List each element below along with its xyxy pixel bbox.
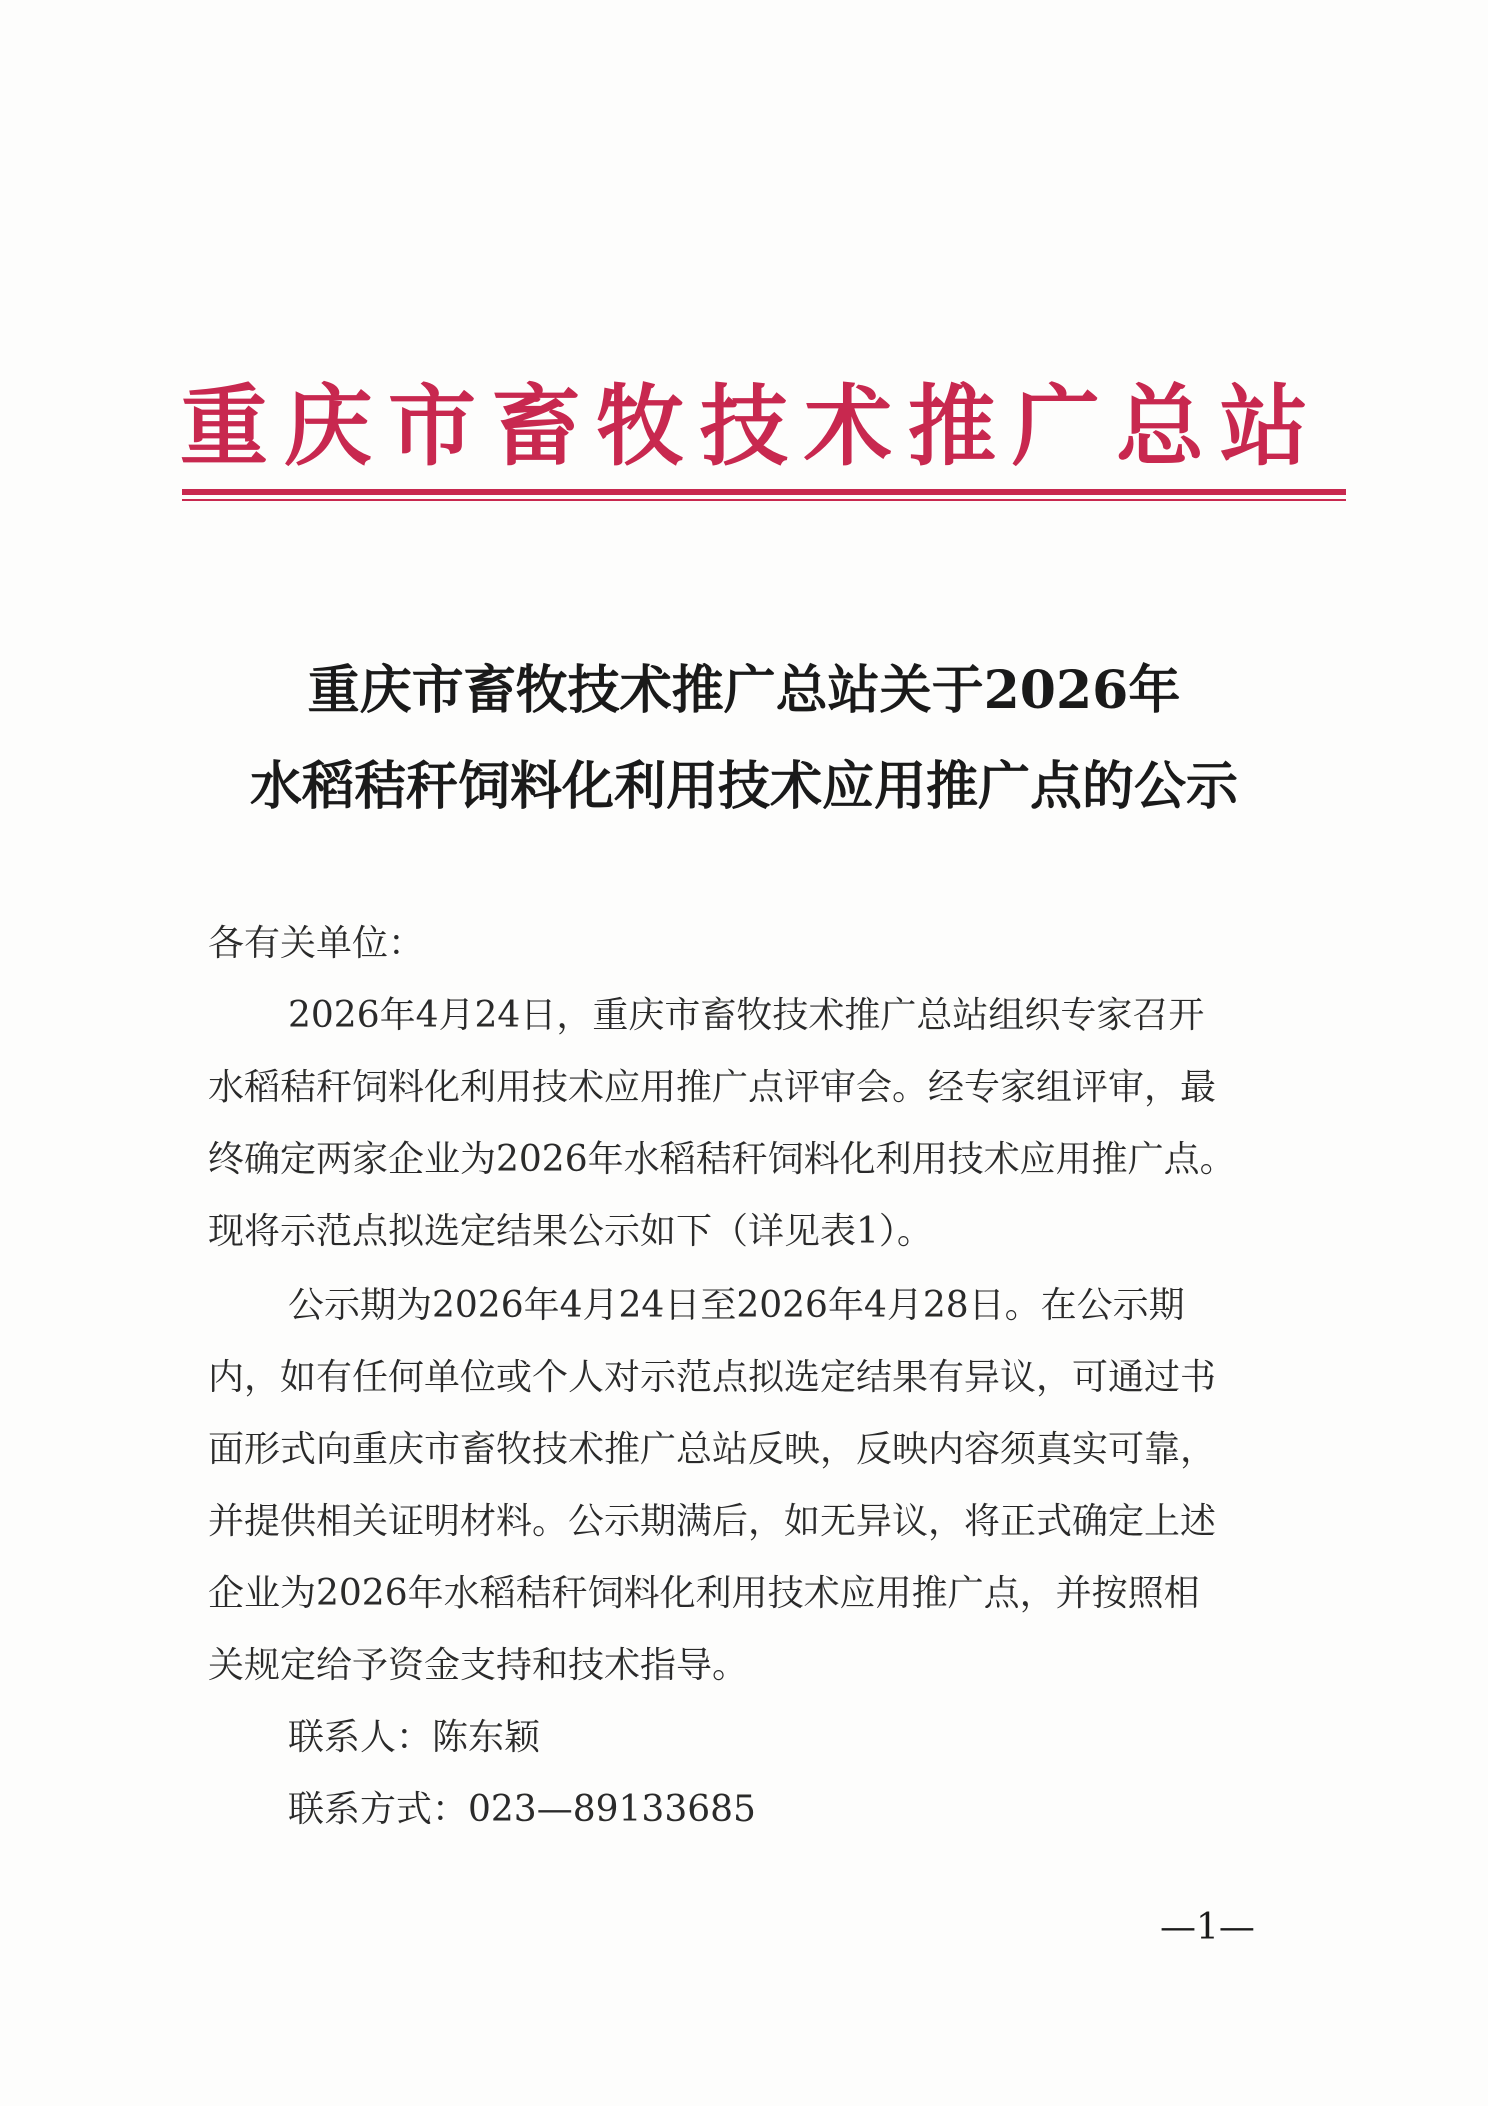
paragraph-2-line: 面形式向重庆市畜牧技术推广总站反映，反映内容须真实可靠， [208, 1429, 1217, 1470]
paragraph-2-line: 关规定给予资金支持和技术指导。 [208, 1645, 749, 1686]
letterhead-divider-thick [182, 489, 1346, 495]
paragraph-2-line: 并提供相关证明材料。公示期满后，如无异议，将正式确定上述 [208, 1501, 1217, 1542]
paragraph-2-line: 企业为2026年水稻秸秆饲料化利用技术应用推广点，并按照相 [208, 1573, 1200, 1614]
paragraph-1-line: 水稻秸秆饲料化利用技术应用推广点评审会。经专家组评审，最 [208, 1067, 1217, 1108]
letterhead-char: 总 [1115, 375, 1204, 478]
salutation: 各有关单位： [208, 923, 425, 964]
letterhead-char: 站 [1219, 375, 1308, 478]
document-title-line-2: 水稻秸秆饲料化利用技术应用推广点的公示 [249, 756, 1238, 817]
paragraph-1-line: 2026年4月24日，重庆市畜牧技术推广总站组织专家召开 [288, 995, 1205, 1036]
paragraph-2-line: 公示期为2026年4月24日至2026年4月28日。在公示期 [288, 1285, 1185, 1326]
page-number: —1— [1160, 1907, 1255, 1948]
contact-person: 联系人：陈东颖 [288, 1717, 541, 1758]
paragraph-1-line: 现将示范点拟选定结果公示如下（详见表1）。 [208, 1211, 933, 1252]
letterhead-org-name [180, 372, 1308, 482]
letterhead-char: 重 [180, 375, 269, 478]
letterhead-char: 市 [387, 375, 476, 478]
document-title-line-1: 重庆市畜牧技术推广总站关于2026年 [307, 660, 1181, 721]
letterhead-char: 广 [1011, 375, 1100, 478]
letterhead-char: 术 [803, 375, 892, 478]
letterhead-char: 庆 [283, 375, 372, 478]
letterhead-char: 畜 [491, 375, 580, 478]
paragraph-1-line: 终确定两家企业为2026年水稻秸秆饲料化利用技术应用推广点。 [208, 1139, 1236, 1180]
paragraph-2-line: 内，如有任何单位或个人对示范点拟选定结果有异议，可通过书 [208, 1357, 1217, 1398]
letterhead-divider-thin [182, 499, 1346, 501]
letterhead-char: 牧 [595, 375, 684, 478]
letterhead-char: 推 [907, 375, 996, 478]
contact-method: 联系方式：023—89133685 [288, 1789, 756, 1830]
letterhead-char: 技 [699, 375, 788, 478]
